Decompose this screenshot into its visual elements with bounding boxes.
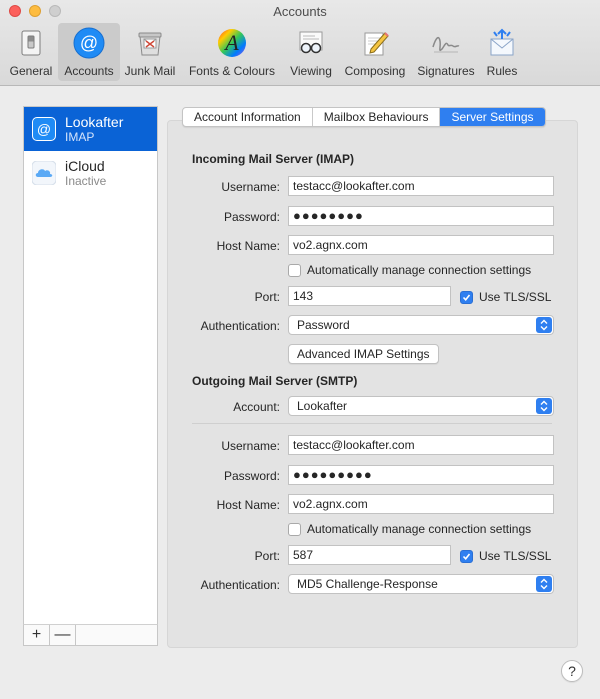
incoming-auth-label: Authentication: [200,319,280,333]
outgoing-account-select[interactable] [288,396,554,416]
incoming-auto-manage-checkbox[interactable] [288,263,531,277]
advanced-imap-settings-button[interactable]: Advanced IMAP Settings [288,344,439,364]
general-switch-icon [15,27,47,59]
toolbar-label: Signatures [417,64,475,78]
tab-account-information[interactable]: Account Information [183,108,313,126]
outgoing-auth-select[interactable] [288,574,554,594]
toolbar-general[interactable] [4,23,58,81]
signature-icon [430,27,462,59]
chevron-updown-icon [536,398,552,414]
toolbar-composing[interactable] [338,23,412,81]
checkbox-label: Automatically manage connection settings [307,522,532,536]
select-value: Password [297,318,350,332]
rules-icon [486,27,518,59]
outgoing-host-field[interactable] [288,494,554,514]
outgoing-tls-checkbox[interactable] [460,549,551,563]
checkbox-label: Use TLS/SSL [479,549,552,563]
incoming-password-field[interactable]: ●●●●●●●● [288,206,554,226]
toolbar-label: Composing [344,64,406,78]
account-type: Inactive [65,174,107,188]
outgoing-host-label: Host Name: [216,498,280,512]
toolbar-accounts[interactable] [58,23,120,81]
at-sign-icon [32,117,56,141]
checkbox-label: Use TLS/SSL [479,290,552,304]
tab-mailbox-behaviours[interactable]: Mailbox Behaviours [313,108,441,126]
toolbar-label: Rules [486,64,518,78]
junk-mail-icon [134,27,166,59]
account-row-icloud[interactable] [24,151,157,195]
toolbar-viewing[interactable] [284,23,338,81]
incoming-auth-select[interactable] [288,315,554,335]
incoming-port-label: Port: [254,290,280,304]
toolbar-label: Fonts & Colours [188,64,276,78]
outgoing-username-label: Username: [221,439,280,453]
settings-tabs [182,107,546,127]
toolbar-label: Accounts [64,64,114,78]
checkmark-icon [460,291,473,304]
chevron-updown-icon [536,576,552,592]
outgoing-port-field[interactable] [288,545,451,565]
account-row-lookafter[interactable] [24,107,157,151]
toolbar-signatures[interactable] [412,23,480,81]
outgoing-password-field[interactable]: ●●●●●●●●● [288,465,554,485]
outgoing-username-field[interactable] [288,435,554,455]
help-button[interactable]: ? [561,660,583,682]
section-divider [192,423,552,424]
outgoing-section-title: Outgoing Mail Server (SMTP) [192,374,358,388]
toolbar-label: General [9,64,53,78]
outgoing-auth-label: Authentication: [200,578,280,592]
incoming-host-label: Host Name: [216,239,280,253]
glasses-icon [295,27,327,59]
incoming-username-label: Username: [221,180,280,194]
chevron-updown-icon [536,317,552,333]
account-type: IMAP [65,130,95,144]
incoming-tls-checkbox[interactable] [460,290,551,304]
window-title: Accounts [273,4,327,19]
account-name: Lookafter [65,114,124,130]
cloud-icon [32,161,56,185]
outgoing-password-label: Password: [223,469,280,483]
fonts-colours-icon [216,27,248,59]
tab-server-settings[interactable]: Server Settings [440,108,544,126]
toolbar-fonts-colours[interactable] [180,23,284,81]
preferences-content [0,87,600,699]
account-list [23,106,158,638]
incoming-host-field[interactable] [288,235,554,255]
svg-text:@: @ [36,121,52,137]
select-value: MD5 Challenge-Response [297,577,438,591]
outgoing-port-label: Port: [254,549,280,563]
checkbox-label: Automatically manage connection settings [307,263,532,277]
incoming-password-label: Password: [223,210,280,224]
remove-account-button[interactable]: — [50,625,76,645]
add-account-button[interactable]: + [24,625,50,645]
incoming-username-field[interactable] [288,176,554,196]
preferences-toolbar [4,23,524,81]
svg-text:A: A [225,30,239,55]
toolbar-rules[interactable] [480,23,524,81]
checkbox-box [288,264,301,277]
svg-text:@: @ [79,33,99,53]
account-list-footer [23,624,158,646]
select-value: Lookafter [297,399,348,413]
incoming-section-title: Incoming Mail Server (IMAP) [192,152,355,166]
toolbar-label: Viewing [290,64,332,78]
incoming-port-field[interactable] [288,286,451,306]
account-name: iCloud [65,158,105,174]
toolbar-label: Junk Mail [124,64,176,78]
outgoing-auto-manage-checkbox[interactable] [288,522,531,536]
toolbar-junk-mail[interactable] [120,23,180,81]
outgoing-account-label: Account: [233,400,280,414]
window-toolbar [0,0,600,86]
checkmark-icon [460,550,473,563]
pencil-paper-icon [359,27,391,59]
at-sign-icon [73,27,105,59]
checkbox-box [288,523,301,536]
